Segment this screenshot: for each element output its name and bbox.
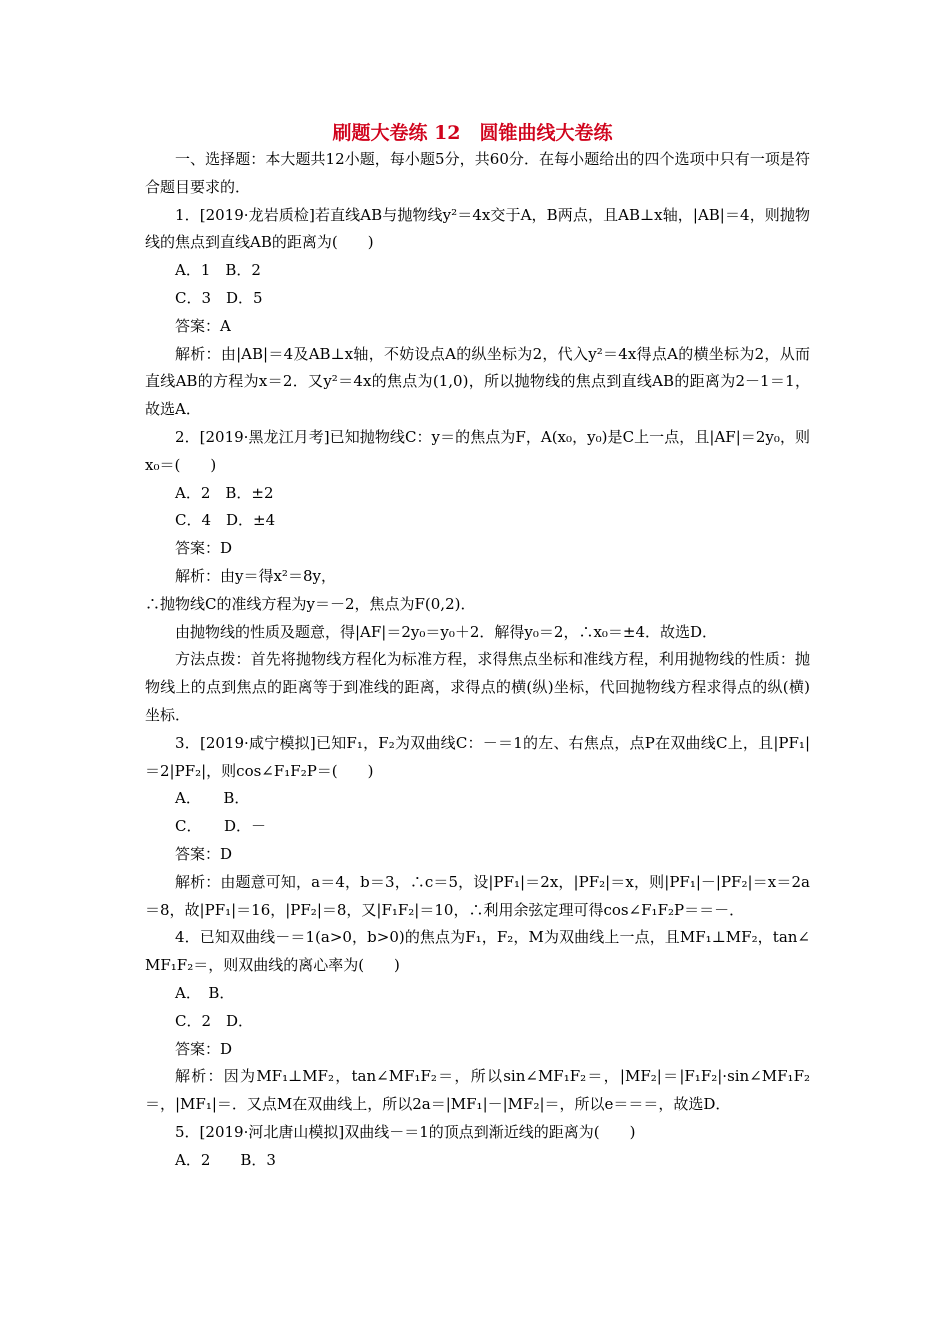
question-4-stem: 4．已知双曲线－＝1(a>0，b>0)的焦点为F₁，F₂，M为双曲线上一点，且MF₁⊥MF₂，tan∠MF₁F₂＝，则双曲线的离心率为( )	[145, 928, 810, 975]
page-title: 刷题大卷练 12 圆锥曲线大卷练	[332, 122, 613, 144]
question-4-analysis: 解析：因为MF₁⊥MF₂，tan∠MF₁F₂＝，所以sin∠MF₁F₂＝，|MF₂|＝|F₁F₂|·sin∠MF₁F₂＝，|MF₁|＝．又点M在双曲线上，所以2a＝|MF₁|－|MF₂|＝，所以e＝＝＝，故选D．	[145, 1067, 810, 1114]
document-page	[145, 120, 810, 1174]
question-5-options-ab: A．2 B．3	[175, 1150, 276, 1169]
question-2-answer: 答案：D	[175, 539, 233, 558]
question-4-answer: 答案：D	[175, 1039, 233, 1058]
question-4-options-cd: C．2 D．	[175, 1011, 254, 1030]
question-3-answer: 答案：D	[175, 844, 233, 863]
question-2-method: 方法点拨：首先将抛物线方程化为标准方程，求得焦点坐标和准线方程，利用抛物线的性质：抛物线上的点到焦点的距离等于到准线的距离，求得点的横(纵)坐标，代回抛物线方程求得点的纵(横)坐标．	[145, 650, 810, 724]
section-intro: 一、选择题：本大题共12小题，每小题5分，共60分．在每小题给出的四个选项中只有一项是符合题目要求的．	[145, 150, 810, 196]
question-1-answer: 答案：A	[175, 316, 231, 335]
question-3-stem: 3．[2019·咸宁模拟]已知F₁，F₂为双曲线C：－＝1的左、右焦点，点P在双曲线C上，且|PF₁|＝2|PF₂|，则cos∠F₁F₂P＝( )	[145, 733, 810, 780]
question-2-options-cd: C．4 D．±4	[175, 511, 276, 530]
question-2-options-ab: A．2 B．±2	[175, 483, 274, 502]
question-2-analysis-line3: 由抛物线的性质及题意，得|AF|＝2y₀＝y₀＋2．解得y₀＝2，∴x₀＝±4．故选D．	[175, 622, 718, 641]
question-1-options-ab: A．1 B．2	[175, 261, 261, 280]
question-2-analysis-line2: ∴抛物线C的准线方程为y＝－2，焦点为F(0,2)．	[145, 594, 476, 613]
question-1-options-cd: C．3 D．5	[175, 288, 263, 307]
question-3-analysis: 解析：由题意可知，a＝4，b＝3，∴c＝5，设|PF₁|＝2x，|PF₂|＝x，则|PF₁|－|PF₂|＝x＝2a＝8，故|PF₁|＝16，|PF₂|＝8，又|F₁F₂|＝10，∴利用余弦定理可得cos∠F₁F₂P＝＝－．	[145, 872, 810, 919]
question-1-analysis: 解析：由|AB|＝4及AB⊥x轴，不妨设点A的纵坐标为2，代入y²＝4x得点A的横坐标为2，从而直线AB的方程为x＝2．又y²＝4x的焦点为(1,0)，所以抛物线的焦点到直线AB的距离为2－1＝1，故选A．	[145, 344, 810, 419]
question-4-options-ab: A． B．	[175, 983, 235, 1002]
question-3-options-cd: C． D．－	[175, 817, 267, 836]
question-5-stem: 5．[2019·河北唐山模拟]双曲线－＝1的顶点到渐近线的距离为( )	[175, 1122, 636, 1141]
question-2-analysis-line1: 解析：由y＝得x²＝8y，	[175, 566, 336, 585]
question-2-stem: 2．[2019·黑龙江月考]已知抛物线C：y＝的焦点为F，A(x₀，y₀)是C上一点，且|AF|＝2y₀，则x₀＝( )	[145, 427, 810, 474]
question-3-options-ab: A． B．	[175, 789, 250, 808]
question-1-stem: 1．[2019·龙岩质检]若直线AB与抛物线y²＝4x交于A，B两点，且AB⊥x轴，|AB|＝4，则抛物线的焦点到直线AB的距离为( )	[145, 205, 810, 252]
